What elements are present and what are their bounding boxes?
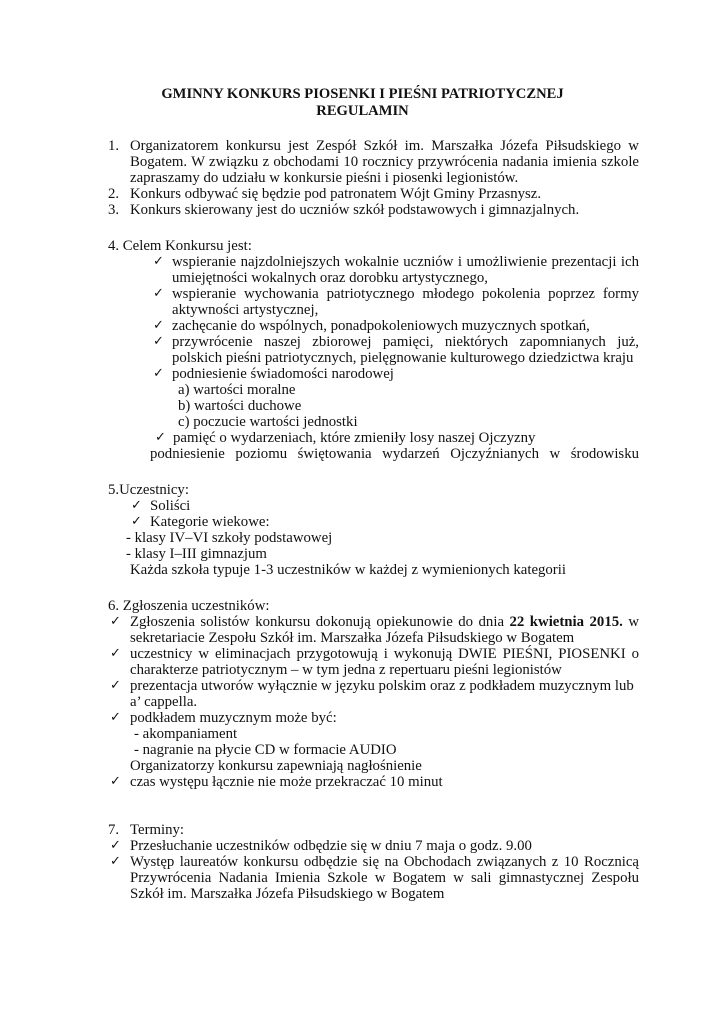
goal-line: zachęcanie do wspólnych, ponadpokoleniowych muzycznych spotkań, bbox=[172, 318, 590, 334]
songs-line: uczestnicy w eliminacjach przygotowują i wykonują DWIE PIEŚNI, PIOSENKI o bbox=[130, 646, 639, 662]
organizer-line: Organizatorem konkursu jest Zespół Szkół im. Marszałka Józefa Piłsudskiego w bbox=[130, 138, 639, 154]
check-icon: ✓ bbox=[110, 614, 121, 629]
check-icon: ✓ bbox=[110, 678, 121, 693]
item-number: 7. bbox=[108, 822, 120, 838]
check-icon: ✓ bbox=[110, 646, 121, 661]
songs-line: charakterze patriotycznym – w tym jedna z repertuaru pieśni legionistów bbox=[130, 662, 562, 678]
language-line: a’ cappella. bbox=[130, 694, 198, 710]
check-icon: ✓ bbox=[153, 286, 164, 301]
goal-line: umiejętności wokalnych oraz dorobku artystycznego, bbox=[172, 270, 488, 286]
goal-line: podniesienie poziomu świętowania wydarzeń Ojczyźnianych w środowisku bbox=[150, 446, 639, 462]
participant-type: Soliści bbox=[150, 498, 191, 514]
goal-line: pamięć o wydarzeniach, które zmieniły losy naszej Ojczyzny bbox=[173, 430, 536, 446]
section-heading: 5.Uczestnicy: bbox=[108, 482, 189, 498]
check-icon: ✓ bbox=[131, 514, 142, 529]
goal-line: wspieranie wychowania patriotycznego młodego pokolenia poprzez formy bbox=[172, 286, 639, 302]
value-item: a) wartości moralne bbox=[178, 382, 296, 398]
check-icon: ✓ bbox=[153, 334, 164, 349]
value-item: b) wartości duchowe bbox=[178, 398, 302, 414]
laureates-line: Występ laureatów konkursu odbędzie się na Obchodach związanych z 10 Rocznicą bbox=[130, 854, 639, 870]
deadline-date: 22 kwietnia 2015. bbox=[509, 614, 623, 630]
category-item: - klasy I–III gimnazjum bbox=[126, 546, 267, 562]
check-icon: ✓ bbox=[153, 318, 164, 333]
document-title: GMINNY KONKURS PIOSENKI I PIEŚNI PATRIOTYCZNEJ bbox=[161, 86, 564, 102]
backing-option: - nagranie na płycie CD w formacie AUDIO bbox=[134, 742, 397, 758]
organizer-line: zapraszamy do udziału w konkursie pieśni i piosenki legionistów. bbox=[130, 170, 519, 186]
goal-line: przywrócenie naszej zbiorowej pamięci, niektórych zapomnianych już, bbox=[172, 334, 639, 350]
target-line: Konkurs skierowany jest do uczniów szkół podstawowych i gimnazjalnych. bbox=[130, 202, 580, 218]
backing-heading: podkładem muzycznym może być: bbox=[130, 710, 337, 726]
category-note: Każda szkoła typuje 1-3 uczestników w każdej z wymienionych kategorii bbox=[130, 562, 566, 578]
goal-line: aktywności artystycznej, bbox=[172, 302, 319, 318]
laureates-line: Szkół im. Marszałka Józefa Piłsudskiego w Bogatem bbox=[130, 886, 445, 902]
category-item: - klasy IV–VI szkoły podstawowej bbox=[126, 530, 333, 546]
check-icon: ✓ bbox=[110, 774, 121, 789]
participant-type: Kategorie wiekowe: bbox=[150, 514, 270, 530]
check-icon: ✓ bbox=[155, 430, 166, 445]
item-number: 3. bbox=[108, 202, 120, 218]
section-heading: 4. Celem Konkursu jest: bbox=[108, 238, 252, 254]
value-item: c) poczucie wartości jednostki bbox=[178, 414, 358, 430]
item-number: 2. bbox=[108, 186, 120, 202]
time-limit: czas występu łącznie nie może przekraczać 10 minut bbox=[130, 774, 443, 790]
sound-note: Organizatorzy konkursu zapewniają nagłośnienie bbox=[130, 758, 422, 774]
language-line: prezentacja utworów wyłącznie w języku polskim oraz z podkładem muzycznym lub bbox=[130, 678, 634, 694]
goal-line: wspieranie najzdolniejszych wokalnie uczniów i umożliwienie prezentacji ich bbox=[172, 254, 639, 270]
laureates-line: Przywrócenia Nadania Imienia Szkole w Bogatem w sali gimnastycznej Zespołu bbox=[130, 870, 639, 886]
patronage-line: Konkurs odbywać się będzie pod patronatem Wójt Gminy Przasnysz. bbox=[130, 186, 542, 202]
goal-line: podniesienie świadomości narodowej bbox=[172, 366, 394, 382]
item-number: 1. bbox=[108, 138, 120, 154]
check-icon: ✓ bbox=[110, 838, 121, 853]
section-heading: 6. Zgłoszenia uczestników: bbox=[108, 598, 270, 614]
check-icon: ✓ bbox=[153, 366, 164, 381]
audition-line: Przesłuchanie uczestników odbędzie się w dniu 7 maja o godz. 9.00 bbox=[130, 838, 532, 854]
check-icon: ✓ bbox=[131, 498, 142, 513]
check-icon: ✓ bbox=[110, 710, 121, 725]
document-subtitle: REGULAMIN bbox=[316, 103, 409, 119]
organizer-line: Bogatem. W związku z obchodami 10 rocznicy przywrócenia nadania imienia szkole bbox=[130, 154, 639, 170]
check-icon: ✓ bbox=[153, 254, 164, 269]
backing-option: - akompaniament bbox=[134, 726, 238, 742]
section-heading: Terminy: bbox=[130, 822, 185, 838]
goal-line: polskich pieśni patriotycznych, pielęgnowanie kulturowego dziedzictwa kraju bbox=[172, 350, 634, 366]
check-icon: ✓ bbox=[110, 854, 121, 869]
application-line: sekretariacie Zespołu Szkół im. Marszałka Józefa Piłsudskiego w Bogatem bbox=[130, 630, 575, 646]
application-line: Zgłoszenia solistów konkursu dokonują opiekunowie do dnia 22 kwietnia 2015. w bbox=[130, 614, 639, 630]
